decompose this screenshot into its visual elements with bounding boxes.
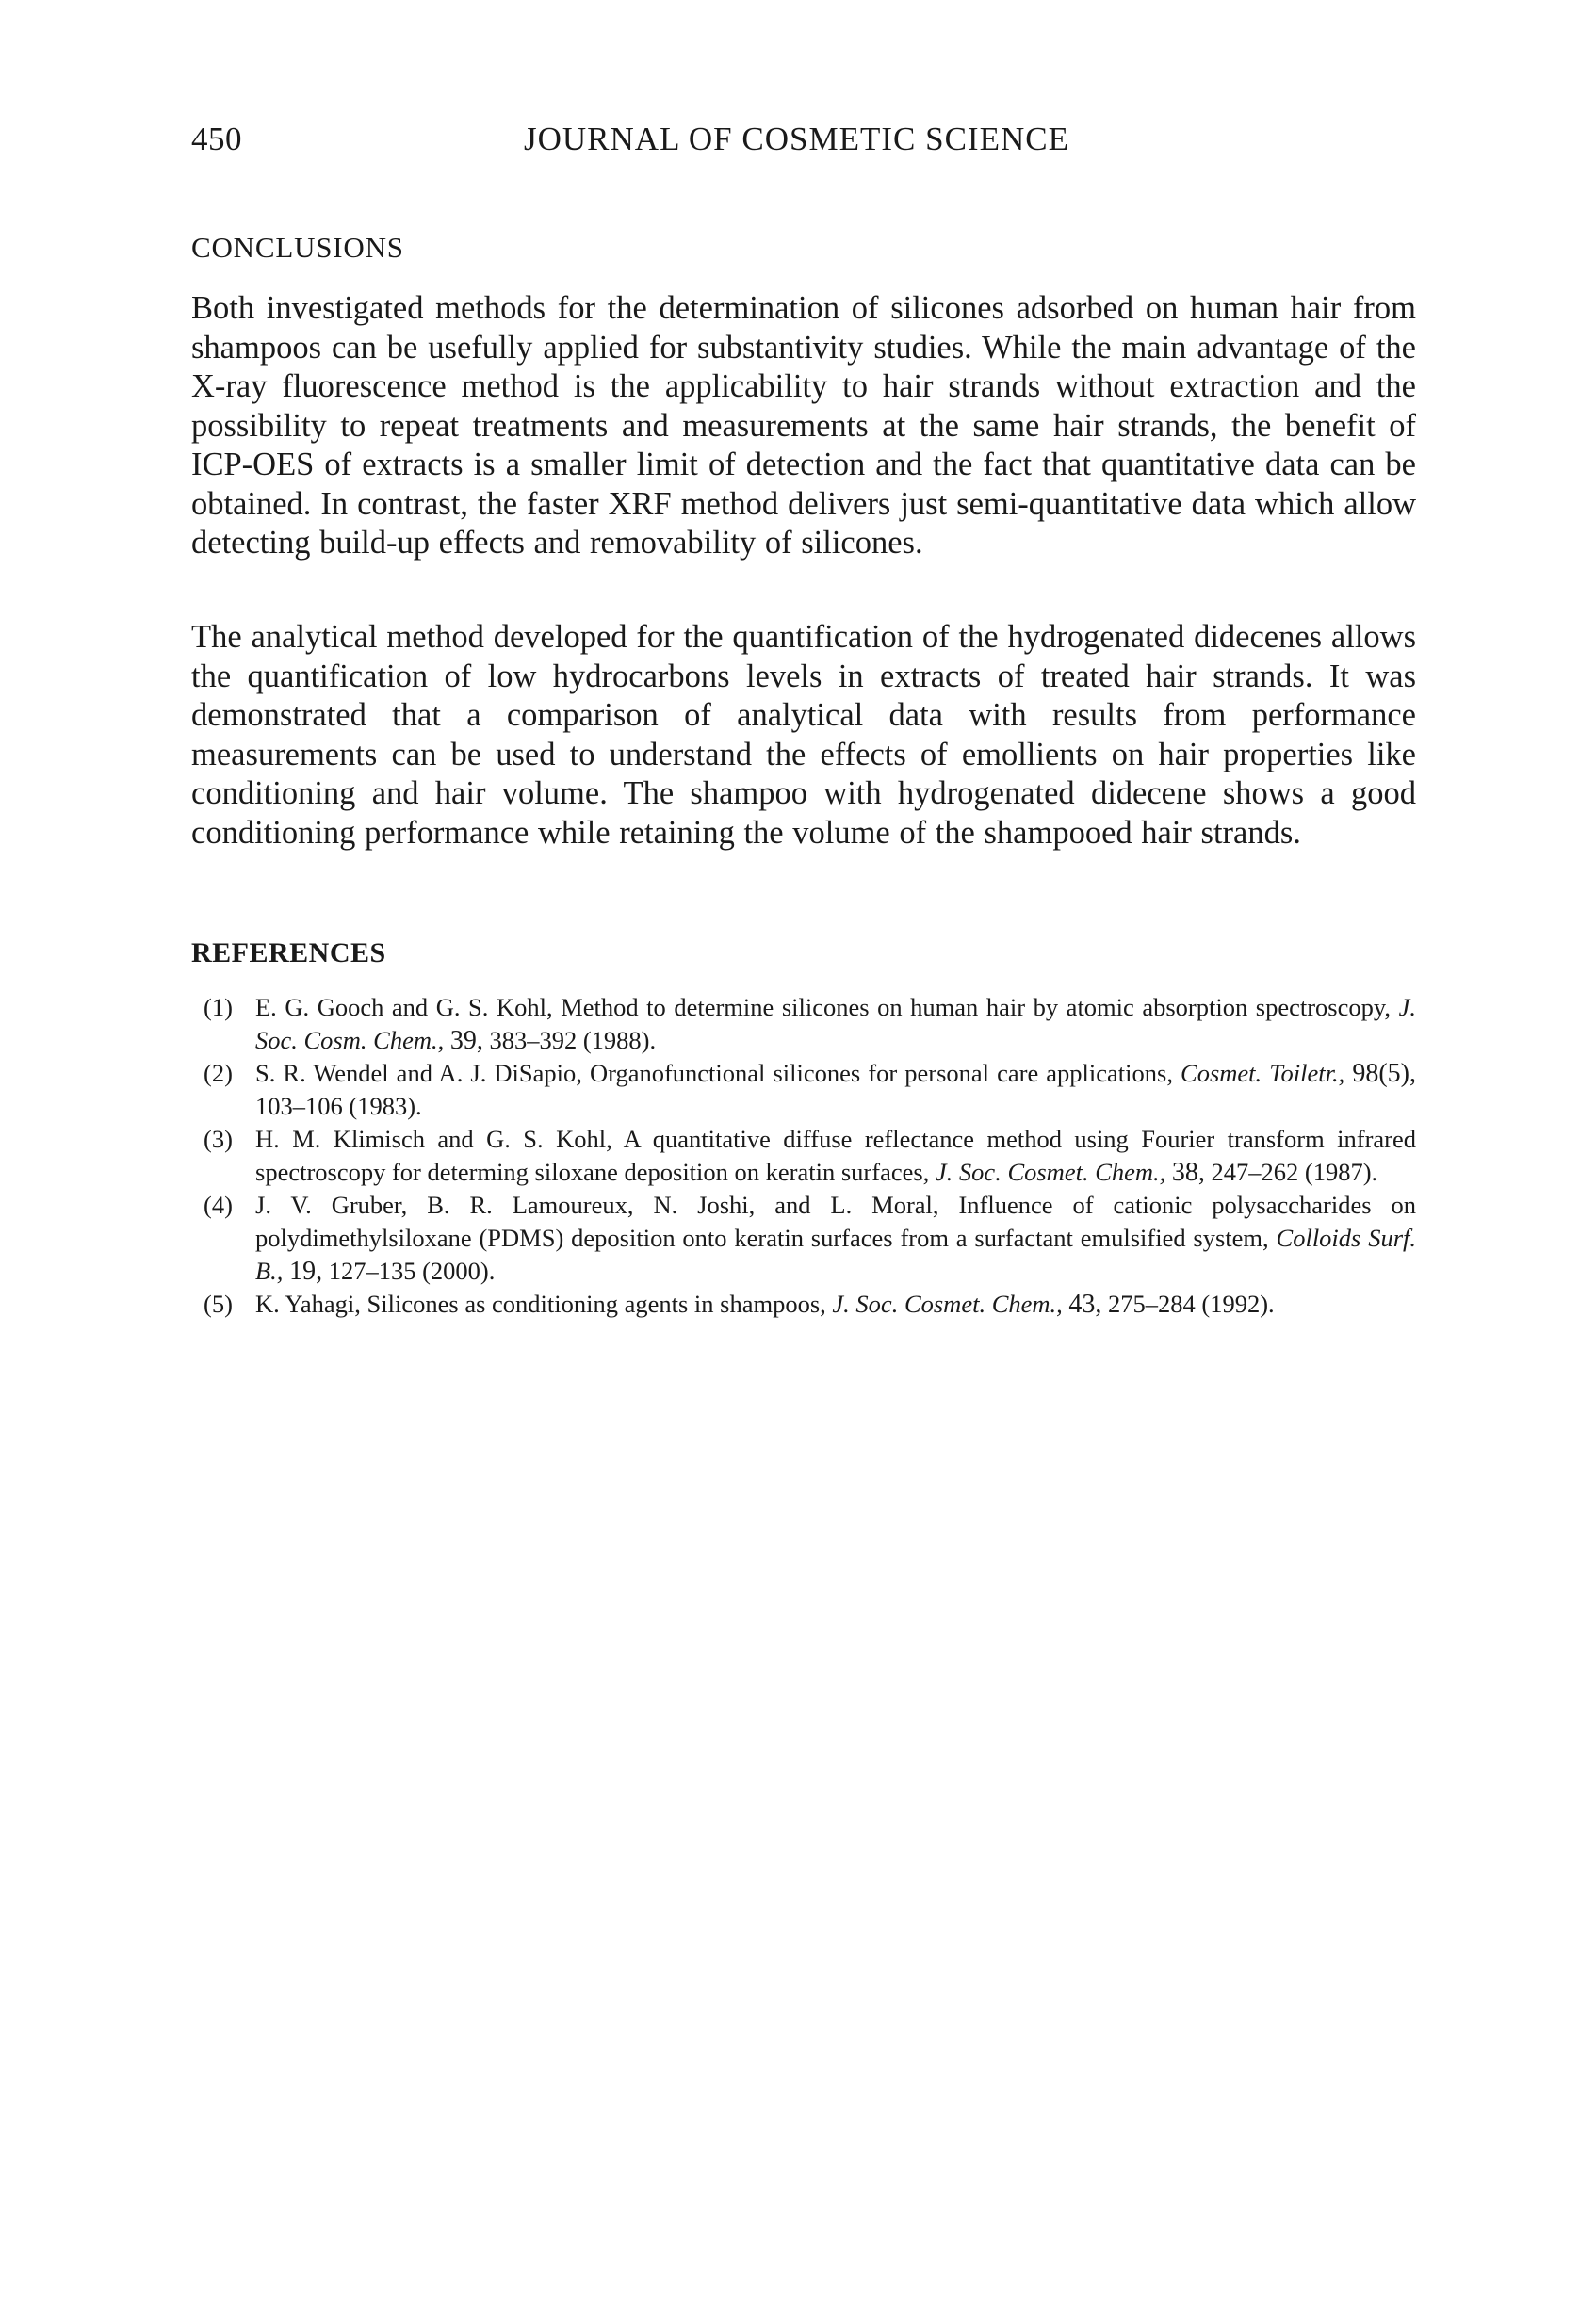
conclusions-heading: CONCLUSIONS [191, 231, 404, 264]
reference-pages-year: 103–106 (1983). [255, 1092, 422, 1120]
reference-number: (3) [204, 1125, 233, 1153]
reference-item [191, 1189, 1416, 1288]
reference-volume: 38, [1171, 1158, 1205, 1187]
reference-pages-year: 383–392 (1988). [489, 1026, 657, 1054]
reference-authors-title: H. M. Klimisch and G. S. Kohl, A quantitative diffuse reflectance method using Fourier transform infrared spectroscopy for determing siloxane deposition on keratin surfaces, [255, 1125, 1416, 1186]
reference-journal: J. Soc. Cosm. Chem., [255, 993, 1416, 1054]
reference-number: (5) [204, 1290, 233, 1318]
conclusions-paragraph: Both investigated methods for the determination of silicones adsorbed on human hair from shampoos can be usefully applied for substantivity studies. While the main advantage of the X-ray fluorescence method is the applicability to hair strands without extraction and the possibility to repeat treatments and measurements at the same hair strands, the benefit of ICP-OES of extracts is a smaller limit of detection and the fact that quantitative data can be obtained. In contrast, the faster XRF method delivers just semi-quantitative data which allow detecting build-up effects and removability of silicones. [191, 290, 1416, 561]
reference-text [255, 1189, 1416, 1288]
page-number: 450 [191, 121, 242, 157]
reference-authors-title: K. Yahagi, Silicones as conditioning agents in shampoos, [255, 1290, 826, 1318]
reference-text [255, 1288, 1416, 1321]
running-head [191, 121, 1416, 168]
reference-text [255, 1057, 1416, 1123]
reference-volume: 39, [449, 1026, 483, 1055]
reference-volume: 19, [289, 1257, 323, 1286]
reference-authors-title: E. G. Gooch and G. S. Kohl, Method to determine silicones on human hair by atomic absorption spectroscopy, [255, 993, 1392, 1021]
reference-item [191, 1288, 1416, 1321]
reference-number: (4) [204, 1191, 233, 1219]
reference-journal: Cosmet. Toiletr., [1181, 1059, 1345, 1087]
reference-item [191, 1057, 1416, 1123]
reference-pages-year: 127–135 (2000). [328, 1257, 496, 1285]
reference-number: (1) [204, 993, 233, 1021]
reference-volume: 43, [1068, 1290, 1102, 1319]
reference-journal: Colloids Surf. B., [255, 1224, 1417, 1285]
reference-journal: J. Soc. Cosmet. Chem., [832, 1290, 1063, 1318]
reference-authors-title: J. V. Gruber, B. R. Lamoureux, N. Joshi, and L. Moral, Influence of cationic polysaccharides on polydimethylsiloxane (PDMS) deposition onto keratin surfaces from a surfactant emulsified system, [255, 1191, 1416, 1252]
reference-volume: 98(5), [1352, 1059, 1417, 1088]
reference-authors-title: S. R. Wendel and A. J. DiSapio, Organofunctional silicones for personal care applications, [255, 1059, 1173, 1087]
conclusions-paragraph: The analytical method developed for the quantification of the hydrogenated didecenes allows the quantification of low hydrocarbons levels in extracts of treated hair strands. It was demonstrated that a comparison of analytical data with results from performance measurements can be used to understand the effects of emollients on hair properties like conditioning and hair volume. The shampoo with hydrogenated didecene shows a good conditioning performance while retaining the volume of the shampooed hair strands. [191, 619, 1416, 851]
reference-item [191, 1123, 1416, 1189]
reference-pages-year: 247–262 (1987). [1211, 1158, 1378, 1186]
reference-text [255, 991, 1416, 1057]
reference-pages-year: 275–284 (1992). [1108, 1290, 1275, 1318]
reference-number: (2) [204, 1059, 233, 1087]
reference-text [255, 1123, 1416, 1189]
reference-journal: J. Soc. Cosmet. Chem., [935, 1158, 1166, 1186]
journal-title: JOURNAL OF COSMETIC SCIENCE [524, 121, 1069, 157]
references-heading: REFERENCES [191, 937, 386, 968]
reference-item [191, 991, 1416, 1057]
reference-list [191, 991, 1416, 1321]
